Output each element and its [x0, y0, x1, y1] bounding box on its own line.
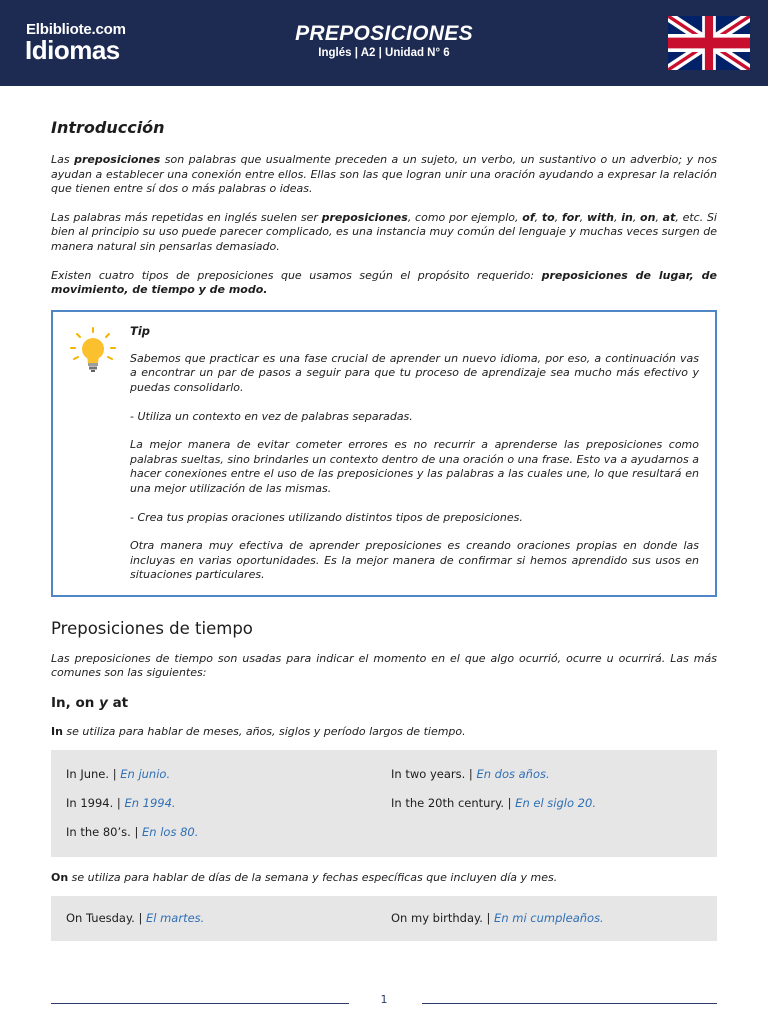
- footer-divider-right: [422, 1003, 717, 1004]
- on-examples-box: [51, 896, 717, 941]
- example-item: In the 20th century. | En el siglo 20.: [391, 796, 596, 811]
- tiempo-heading: Preposiciones de tiempo: [51, 618, 253, 638]
- page-content: [51, 118, 717, 955]
- brand-title: Idiomas: [25, 35, 120, 65]
- page-number: 1: [380, 993, 388, 1006]
- in-rule: In se utiliza para hablar de meses, años, siglos y período largos de tiempo.: [51, 725, 466, 739]
- intro-paragraph-3: Existen cuatro tipos de preposiciones que usamos según el propósito requerido: preposiciones de lugar, de movimiento, de tiempo y de modo.: [51, 268, 717, 297]
- intro-heading: Introducción: [51, 118, 165, 137]
- example-item: On my birthday. | En mi cumpleaños.: [391, 911, 604, 926]
- tip-label: Tip: [130, 323, 151, 338]
- intro-paragraph-1: Las preposiciones son palabras que usualmente preceden a un sujeto, un verbo, un sustantivo o un adverbio; y nos ayudan a establecer una conexión entre ellos. Ellas son las que logran unir una oración ayudando a expresar la relación que tienen entre sí dos o más palabras o ideas.: [51, 153, 717, 196]
- tip-paragraph: La mejor manera de evitar cometer errores es no recurrir a aprenderse las preposiciones como palabras sueltas, sino brindarles un contexto dentro de una oración o una frase. Esto va a ayudarnos a hacer conexiones entre el uso de las preposiciones y las palabras a las cuales une, lo que resultará en una mejor utilización de las mismas.: [130, 438, 699, 495]
- example-item: In two years. | En dos años.: [391, 767, 550, 782]
- tip-step: - Crea tus propias oraciones utilizando distintos tipos de preposiciones.: [130, 510, 523, 524]
- example-item: In the 80’s. | En los 80.: [66, 825, 199, 840]
- example-item: On Tuesday. | El martes.: [66, 911, 205, 926]
- on-rule: On se utiliza para hablar de días de la semana y fechas específicas que incluyen día y mes.: [51, 871, 558, 885]
- uk-flag-icon: [668, 16, 750, 70]
- footer-divider-left: [51, 1003, 349, 1004]
- in-examples-box: [51, 750, 717, 857]
- in-on-at-heading: In, on y at: [51, 695, 129, 712]
- tip-paragraph: Sabemos que practicar es una fase crucial de aprender un nuevo idioma, por eso, a continuación vas a encontrar un par de pasos a seguir para que tu proceso de aprendizaje sea mucho más efectivo y puedas consolidarlo.: [130, 351, 699, 394]
- example-item: In June. | En junio.: [66, 767, 171, 782]
- tip-box: [51, 310, 717, 597]
- page-title: PREPOSICIONES: [295, 22, 473, 45]
- example-item: In 1994. | En 1994.: [66, 796, 176, 811]
- page-header: [0, 0, 768, 86]
- lightbulb-icon: [69, 326, 117, 374]
- page-subtitle: Inglés | A2 | Unidad N° 6: [318, 47, 450, 59]
- tip-paragraph: Otra manera muy efectiva de aprender preposiciones es creando oraciones propias en donde las incluyas en varias oportunidades. Es la mejor manera de confirmar si hemos aprendido sus usos en situaciones particulares.: [130, 539, 699, 582]
- tiempo-intro: Las preposiciones de tiempo son usadas para indicar el momento en el que algo ocurrió, ocurre u ocurrirá. Las más comunes son las siguientes:: [51, 651, 717, 680]
- intro-paragraph-2: Las palabras más repetidas en inglés suelen ser preposiciones, como por ejemplo, of, to, for, with, in, on, at, etc. Si bien al principio su uso puede parecer complicado, es una instancia muy común del lenguaje y muchas veces surgen de manera natural sin pensarlas demasiado.: [51, 210, 717, 253]
- tip-step: - Utiliza un contexto en vez de palabras separadas.: [130, 409, 413, 423]
- brand-site-name: Elbibliote.com: [26, 21, 126, 38]
